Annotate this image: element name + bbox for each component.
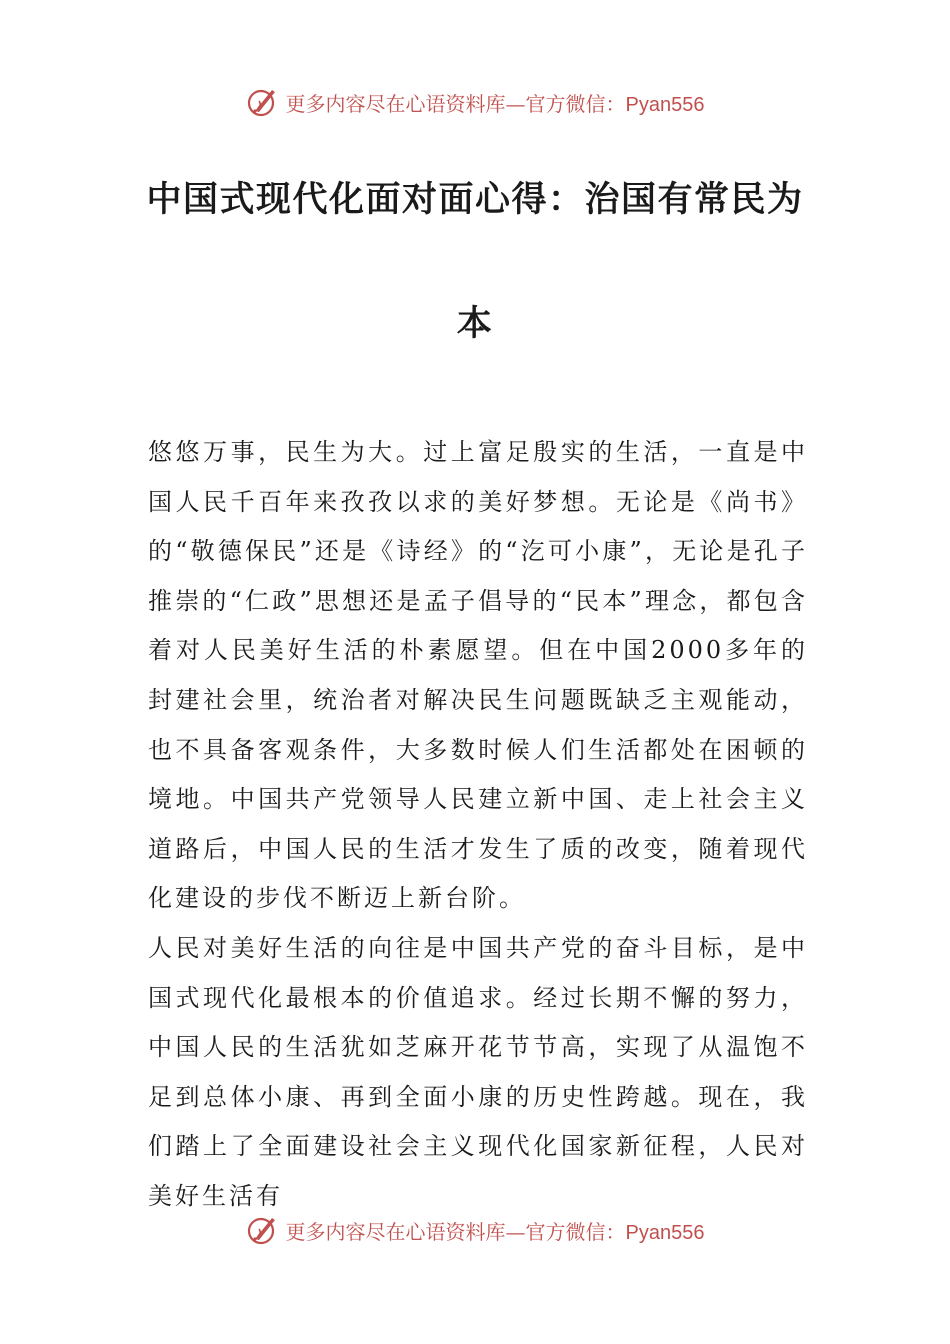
title-line-1: 中国式现代化面对面心得：治国有常民为	[146, 180, 804, 220]
paragraph-1: 悠悠万事，民生为大。过上富足殷实的生活，一直是中国人民千百年来孜孜以求的美好梦想。无论是《尚书》的“敬德保民”还是《诗经》的“汔可小康”，无论是孔子推崇的“仁政”思想还是孟子倡导的“民本”理念，都包含着对人民美好生活的朴素愿望。但在中国2000多年的封建社会里，统治者对解决民生问题既缺乏主观能动，也不具备客观条件，大多数时候人们生活都处在困顿的境地。中国共产党领导人民建立新中国、走上社会主义道路后，中国人民的生活才发生了质的改变，随着现代化建设的步伐不断迈上新台阶。	[148, 438, 808, 913]
header-separator: —	[505, 91, 526, 116]
header-wechat-label: 官方微信：	[525, 91, 626, 116]
header-wechat-id: Pyan556	[625, 93, 705, 116]
footer-banner-text	[286, 1216, 705, 1245]
header-brand: 更多内容尽在心语资料库	[285, 91, 506, 116]
footer-wechat-label: 官方微信：	[525, 1219, 626, 1244]
quill-logo-icon	[246, 1213, 280, 1247]
footer-separator: —	[505, 1219, 526, 1244]
footer-banner	[0, 1210, 950, 1250]
header-banner-text	[286, 88, 705, 117]
paragraph-2: 人民对美好生活的向往是中国共产党的奋斗目标，是中国式现代化最根本的价值追求。经过长期不懈的努力，中国人民的生活犹如芝麻开花节节高，实现了从温饱不足到总体小康、再到全面小康的历史性跨越。现在，我们踏上了全面建设社会主义现代化国家新征程，人民对美好生活有	[148, 933, 808, 1210]
header-banner	[0, 82, 950, 122]
quill-logo-icon	[246, 85, 280, 119]
footer-brand: 更多内容尽在心语资料库	[285, 1219, 506, 1244]
document-title	[140, 176, 810, 424]
title-line-2: 本	[456, 304, 494, 344]
footer-wechat-id: Pyan556	[625, 1221, 705, 1244]
document-body	[148, 428, 808, 1222]
